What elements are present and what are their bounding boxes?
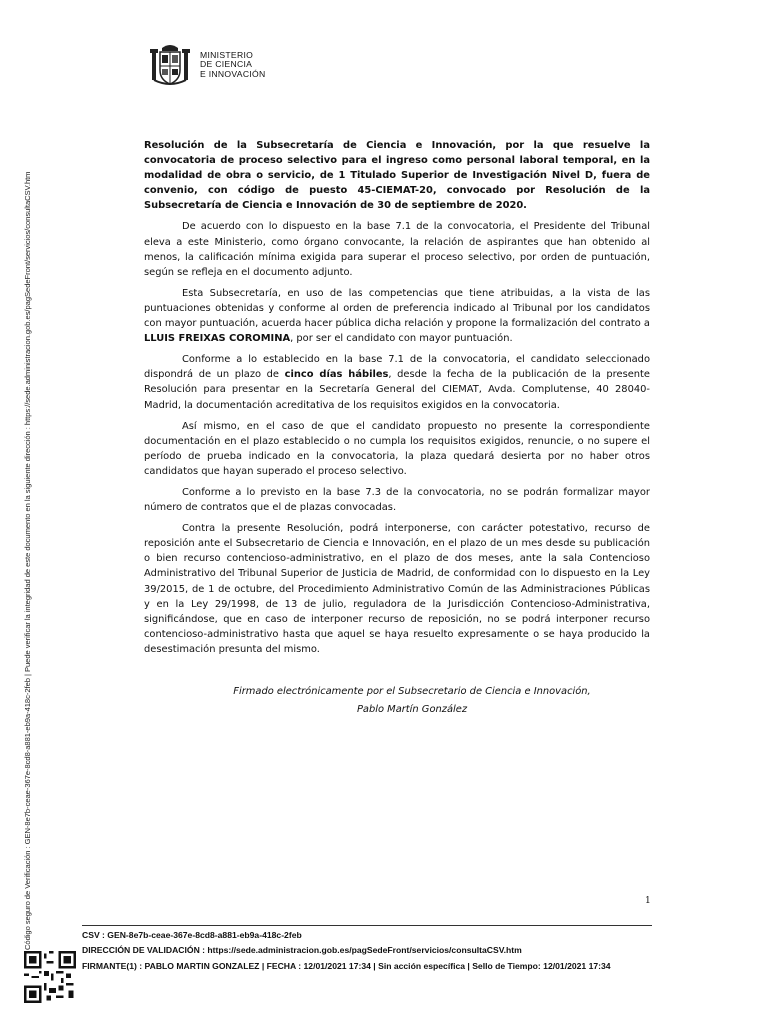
footer-divider xyxy=(82,925,652,926)
footer-validation-url: DIRECCIÓN DE VALIDACIÓN : https://sede.administracion.gob.es/pagSedeFront/servicios/consultaCSV.htm xyxy=(82,945,522,956)
ministry-line2: DE CIENCIA xyxy=(200,59,253,70)
signature-line2: Pablo Martín González xyxy=(356,704,468,715)
ministry-name xyxy=(200,51,266,79)
paragraph-3 xyxy=(144,352,650,412)
ministry-line3: E INNOVACIÓN xyxy=(200,68,266,79)
ministry-logo xyxy=(148,42,266,88)
document-title: Resolución de la Subsecretaría de Ciencia e Innovación, por la que resuelve la convocatoria de proceso selectivo para el ingreso como personal laboral temporal, en la modalidad de obra o servicio, de 1 Titulado Superior de Investigación Nivel D, fuera de convenio, con código de puesto 45-CIEMAT-20, convocado por Resolución de la Subsecretaría de Ciencia e Innovación de 30 de septiembre de 2020. xyxy=(144,140,650,212)
paragraph-2-text-a: Esta Subsecretaría, en uso de las competencias que tiene atribuidas, a la vista de las puntuaciones obtenidas y conforme al orden de preferencia indicado al Tribunal por los candidatos con mayor puntuación, acuerda hacer pública dicha relación y propone la formalización del contrato a xyxy=(144,287,650,330)
qr-code-icon xyxy=(24,951,76,1003)
paragraph-2-text-b: , por ser el candidato con mayor puntuación. xyxy=(290,333,513,345)
paragraph-1: De acuerdo con lo dispuesto en la base 7.1 de la convocatoria, el Presidente del Tribunal eleva a este Ministerio, como órgano convocante, la relación de aspirantes que han obtenido al menos, la calificación mínima exigida para superar el proceso selectivo, por orden de puntuación, según se refleja en el documento adjunto. xyxy=(144,221,650,278)
signature-block xyxy=(144,683,650,719)
paragraph-2 xyxy=(144,286,650,346)
verification-side-text: Código seguro de Verificación : GEN-8e7b-ceae-367e-8cd8-a881-eb9a-418c-2feb | Puede verificar la integridad de este documento en la siguiente dirección : https://sede.administracion.gob.es/pagSedeFront/servicios/consultaCSV.htm xyxy=(23,171,32,950)
coat-of-arms-icon xyxy=(148,42,192,88)
candidate-name: LLUIS FREIXAS COROMINA xyxy=(144,333,291,345)
paragraph-4: Así mismo, en el caso de que el candidato propuesto no presente la correspondiente documentación en el plazo establecido o no cumpla los requisitos exigidos, renuncie, o no supere el período de prueba indicado en la convocatoria, la plaza quedará desierta por no haber otros candidatos que hayan superado el proceso selectivo. xyxy=(144,420,650,477)
ministry-line1: MINISTERIO xyxy=(200,49,254,60)
paragraph-3-text-a: Conforme a lo establecido en la base 7.1 de la convocatoria, el candidato seleccionado dispondrá de un plazo de xyxy=(144,354,650,381)
paragraph-3-text-b: , desde la fecha de la publicación de la presente Resolución para presentar en la Secretaría General del CIEMAT, Avda. Complutense, 40 28040-Madrid, la documentación acreditativa de los requisitos exigidos en la convocatoria. xyxy=(144,369,651,411)
validation-footer xyxy=(82,928,611,974)
footer-csv: CSV : GEN-8e7b-ceae-367e-8cd8-a881-eb9a-418c-2feb xyxy=(82,930,302,940)
paragraph-6: Contra la presente Resolución, podrá interponerse, con carácter potestativo, recurso de reposición ante el Subsecretario de Ciencia e Innovación, en el plazo de un mes desde su publicación o bien recurso contencioso-administrativo, en el plazo de dos meses, ante la sala Contencioso Administrativo del Tribunal Superior de Justicia de Madrid, de conformidad con lo dispuesto en la Ley 39/2015, de 1 de octubre, del Procedimiento Administrativo Común de las Administraciones Públicas y en la Ley 29/1998, de 13 de julio, reguladora de la Jurisdicción Contencioso-Administrativa, significándose, que en caso de interponer recurso de reposición, no se podrá interponer recurso contencioso-administrativo hasta que aquel se haya resuelto expresamente o se haya producido la desestimación presunta del mismo. xyxy=(144,523,650,655)
page-number: 1 xyxy=(645,896,651,906)
paragraph-5: Conforme a lo previsto en la base 7.3 de la convocatoria, no se podrán formalizar mayor número de contratos que el de plazas convocadas. xyxy=(144,486,650,514)
document-body xyxy=(144,138,650,719)
signature-line1: Firmado electrónicamente por el Subsecretario de Ciencia e Innovación, xyxy=(233,686,591,697)
footer-signer: FIRMANTE(1) : PABLO MARTIN GONZALEZ | FECHA : 12/01/2021 17:34 | Sin acción específica | Sello de Tiempo: 12/01/2021 17:34 xyxy=(82,960,611,971)
deadline-bold: cinco días hábiles xyxy=(284,369,389,381)
